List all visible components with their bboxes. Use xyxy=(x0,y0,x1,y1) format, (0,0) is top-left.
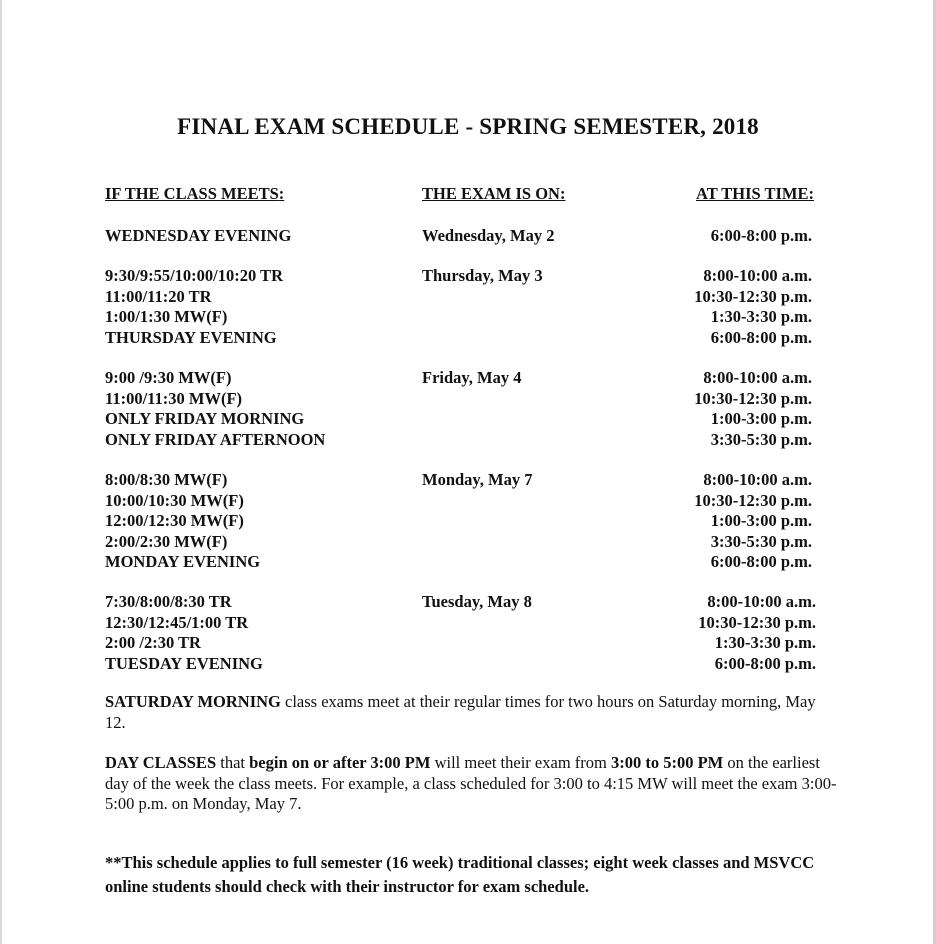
saturday-note-bold: SATURDAY MORNING xyxy=(105,692,281,711)
exam-day: Thursday, May 3 xyxy=(422,266,543,285)
exam-time: 8:00-10:00 a.m. xyxy=(703,368,812,387)
day-classes-note xyxy=(105,753,840,815)
exam-time: 1:00-3:00 p.m. xyxy=(710,409,812,428)
exam-time: 8:00-10:00 a.m. xyxy=(703,470,812,489)
class-meeting: 11:00/11:30 MW(F) xyxy=(105,388,243,408)
day-classes-text: that xyxy=(216,753,250,772)
footnote: **This schedule applies to full semester (16 week) traditional classes; eight week classes and MSVCC online students should check with their instructor for exam schedule. xyxy=(105,853,815,896)
exam-time: 10:30-12:30 p.m. xyxy=(694,388,812,408)
exam-time-column xyxy=(711,226,812,247)
exam-time-column xyxy=(694,368,812,450)
exam-day: Tuesday, May 8 xyxy=(422,592,532,611)
class-meeting: ONLY FRIDAY AFTERNOON xyxy=(105,429,326,449)
exam-time: 10:30-12:30 p.m. xyxy=(694,286,812,306)
class-meeting: WEDNESDAY EVENING xyxy=(105,226,292,245)
class-meeting: MONDAY EVENING xyxy=(105,552,261,571)
class-meets-column xyxy=(105,368,325,450)
exam-day-column xyxy=(422,470,532,491)
exam-time: 1:30-3:30 p.m. xyxy=(710,307,812,326)
exam-time: 1:30-3:30 p.m. xyxy=(714,633,816,652)
day-classes-bold: 3:00 to 5:00 PM xyxy=(610,753,724,772)
class-meets-column xyxy=(105,266,283,348)
class-meeting: 9:30/9:55/10:00/10:20 TR xyxy=(105,266,283,285)
day-classes-text: will meet their exam from xyxy=(430,753,611,772)
day-classes-text: on the earliest day of the week the class meets. For example, a class scheduled for 3:00 to 4:15 MW will meet the exam 3:00-5:00 p.m. on Monday, May 7. xyxy=(105,753,837,813)
exam-time-column xyxy=(694,470,812,573)
class-meeting: THURSDAY EVENING xyxy=(105,327,277,347)
exam-day: Monday, May 7 xyxy=(422,470,533,489)
day-classes-bold: begin on or after 3:00 PM xyxy=(249,753,431,772)
exam-time: 10:30-12:30 p.m. xyxy=(694,490,812,510)
exam-day: Friday, May 4 xyxy=(422,368,522,387)
exam-day-column xyxy=(422,368,521,389)
exam-time: 1:00-3:00 p.m. xyxy=(710,511,812,530)
page-edge-left xyxy=(0,0,2,944)
class-meeting: 9:00 /9:30 MW(F) xyxy=(105,368,232,387)
class-meeting: 1:00/1:30 MW(F) xyxy=(105,307,228,326)
class-meeting: 12:00/12:30 MW(F) xyxy=(105,511,244,530)
saturday-note xyxy=(105,692,840,733)
exam-time: 8:00-10:00 a.m. xyxy=(703,266,812,285)
class-meets-column xyxy=(105,592,263,674)
page-title: FINAL EXAM SCHEDULE - SPRING SEMESTER, 2018 xyxy=(177,114,759,139)
class-meeting: ONLY FRIDAY MORNING xyxy=(105,409,305,428)
header-at-this-time xyxy=(696,184,814,204)
class-meets-column xyxy=(105,226,291,247)
class-meeting: 7:30/8:00/8:30 TR xyxy=(105,592,232,611)
header-colon: : xyxy=(808,184,814,203)
class-meeting: 10:00/10:30 MW(F) xyxy=(105,490,244,510)
header-exam-is-on xyxy=(422,184,565,204)
class-meeting: 11:00/11:20 TR xyxy=(105,286,212,306)
exam-time: 3:30-5:30 p.m. xyxy=(710,429,812,449)
exam-day-column xyxy=(422,226,554,247)
exam-day: Wednesday, May 2 xyxy=(422,226,555,245)
exam-time: 6:00-8:00 p.m. xyxy=(714,653,816,673)
exam-time: 6:00-8:00 p.m. xyxy=(710,552,812,571)
header-colon: : xyxy=(278,184,285,203)
class-meeting: 2:00/2:30 MW(F) xyxy=(105,531,228,551)
class-meets-column xyxy=(105,470,260,573)
saturday-note-text: class exams meet at their regular times for two hours on Saturday morning, May 12. xyxy=(105,692,816,732)
exam-time: 6:00-8:00 p.m. xyxy=(710,226,812,245)
header-class-meets xyxy=(105,184,284,204)
header-colon: : xyxy=(559,184,566,203)
header-class-meets-label: IF THE CLASS MEETS xyxy=(105,184,279,203)
exam-time: 10:30-12:30 p.m. xyxy=(698,612,816,632)
class-meeting: 2:00 /2:30 TR xyxy=(105,633,201,652)
exam-day-column xyxy=(422,266,543,287)
exam-time-column xyxy=(694,266,812,348)
class-meeting: 12:30/12:45/1:00 TR xyxy=(105,612,249,632)
header-exam-is-on-label: THE EXAM IS ON xyxy=(422,184,560,203)
header-at-this-time-label: AT THIS TIME xyxy=(696,184,809,203)
exam-time: 8:00-10:00 a.m. xyxy=(707,592,816,611)
class-meeting: 8:00/8:30 MW(F) xyxy=(105,470,228,489)
class-meeting: TUESDAY EVENING xyxy=(105,653,263,673)
exam-time: 6:00-8:00 p.m. xyxy=(710,327,812,347)
day-classes-bold: DAY CLASSES xyxy=(105,753,217,772)
exam-time: 3:30-5:30 p.m. xyxy=(710,531,812,551)
exam-day-column xyxy=(422,592,532,613)
exam-time-column xyxy=(698,592,816,674)
